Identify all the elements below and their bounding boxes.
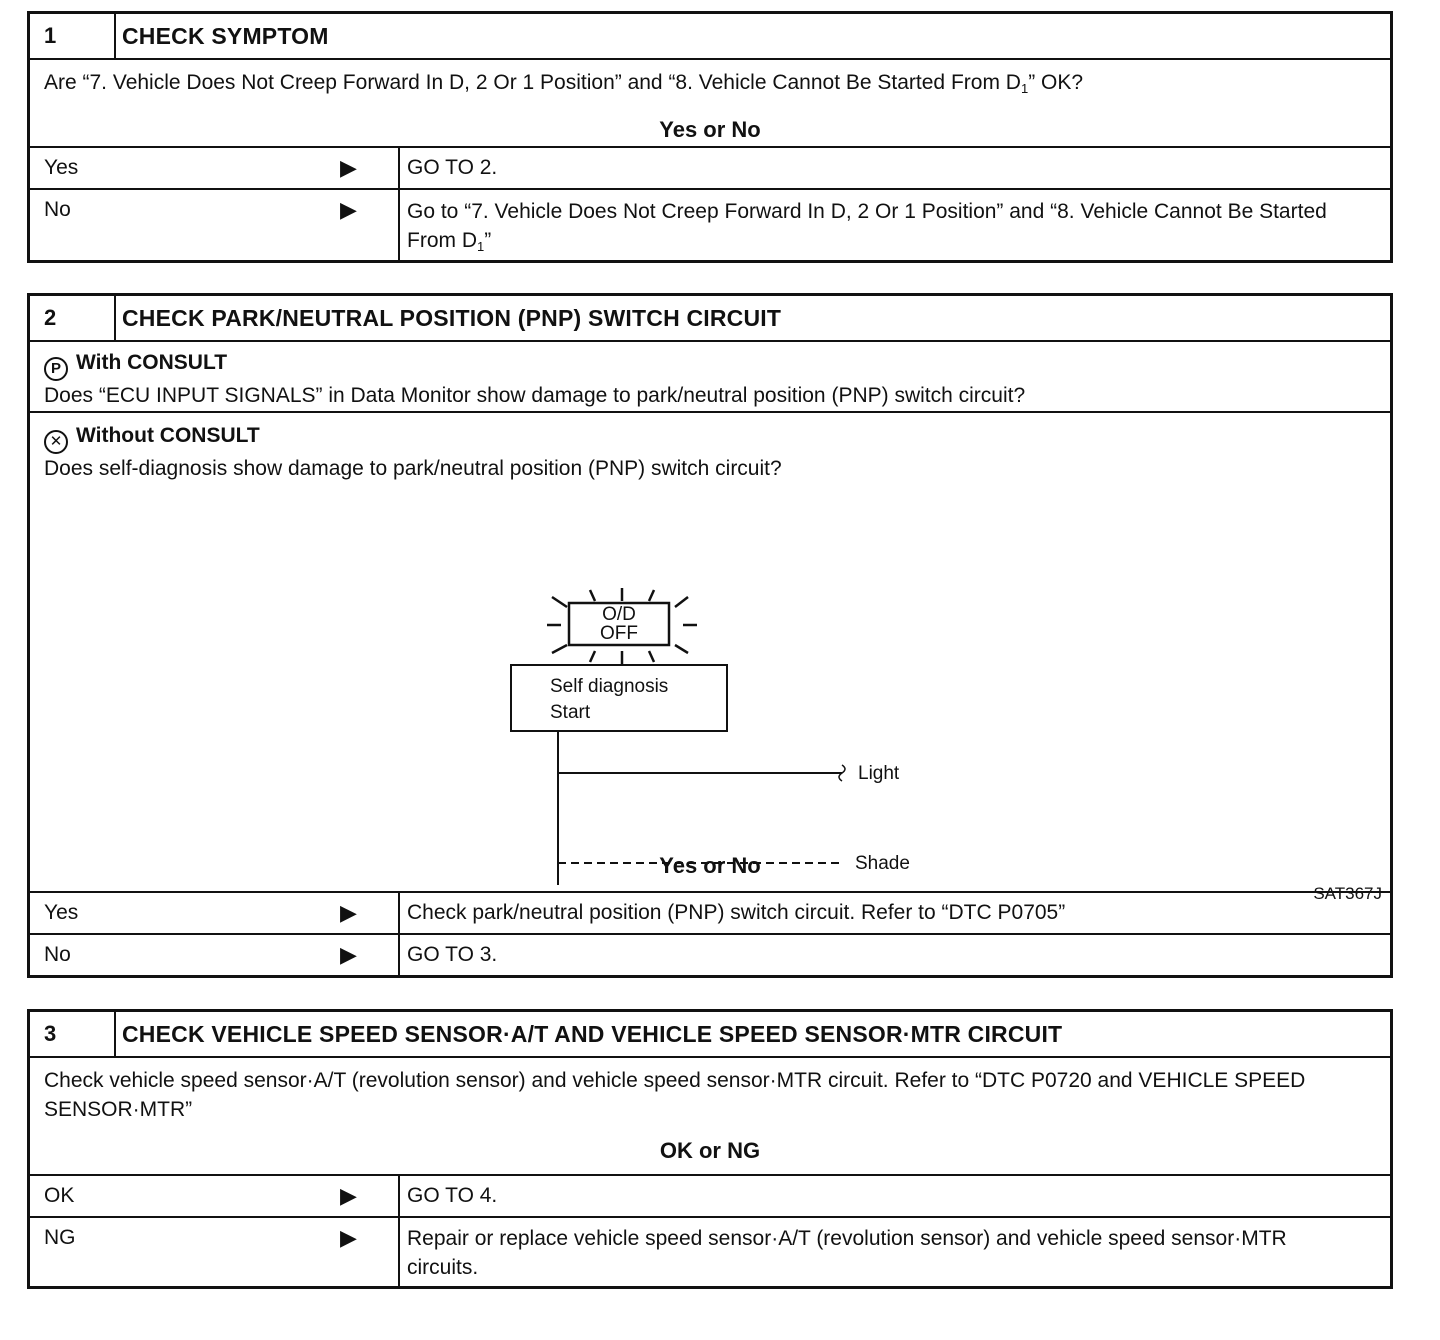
step-2-header	[30, 296, 1390, 340]
step-3-ok-label: OK	[44, 1184, 75, 1207]
consult-crossed-icon: ✕	[44, 430, 68, 454]
step-2-without-consult-row	[30, 411, 1390, 903]
step-1-question-part-a: Are “7. Vehicle Does Not Creep Forward In D, 2 Or 1 Position” and “8. Vehicle Cannot Be Started From D	[44, 71, 1021, 94]
step-1-title: CHECK SYMPTOM	[122, 23, 329, 49]
right-triangle-arrow-icon: ▶	[340, 942, 357, 967]
step-3-title: CHECK VEHICLE SPEED SENSOR·A/T AND VEHICLE SPEED SENSOR·MTR CIRCUIT	[122, 1021, 1063, 1047]
step-3-decision: OK or NG	[659, 1138, 761, 1163]
step-1-yes-cell	[30, 148, 400, 188]
step-2-with-consult-row	[30, 340, 1390, 411]
shade-label: Shade	[855, 853, 910, 874]
consult-p-icon: P	[44, 357, 68, 381]
step-3-number: 3	[30, 1012, 116, 1056]
step-2-no-row	[30, 933, 1390, 975]
step-2-number: 2	[30, 296, 116, 340]
step-1-table	[27, 11, 1393, 263]
step-1-question	[30, 60, 1390, 103]
step-1-no-cell	[30, 190, 400, 262]
step-3-ng-result: Repair or replace vehicle speed sensor·A/T (revolution sensor) and vehicle speed sensor·MTR circuits.	[407, 1227, 1287, 1279]
step-2-no-label: No	[44, 943, 71, 966]
step-3-table	[27, 1009, 1393, 1289]
self-diagnosis-label: Self diagnosis	[550, 676, 669, 697]
step-2-decision: Yes or No	[659, 853, 761, 878]
right-triangle-arrow-icon: ▶	[340, 900, 357, 925]
self-diagnosis-box	[511, 665, 727, 731]
step-2-title: CHECK PARK/NEUTRAL POSITION (PNP) SWITCH CIRCUIT	[122, 305, 782, 331]
with-consult-heading-line	[44, 348, 1376, 381]
step-3-text-row	[30, 1056, 1390, 1174]
step-1-header	[30, 14, 1390, 58]
step-3-ng-cell	[30, 1218, 400, 1286]
start-label: Start	[550, 702, 591, 723]
step-1-yes-result: GO TO 2.	[407, 156, 498, 179]
step-3-text: Check vehicle speed sensor·A/T (revolution sensor) and vehicle speed sensor·MTR circuit. Refer to “DTC P0720 and VEHICLE SPEED SENSOR·MTR”	[44, 1069, 1306, 1121]
step-3-ok-cell	[30, 1176, 400, 1216]
lamp-label-off: OFF	[600, 623, 638, 644]
step-1-question-row	[30, 58, 1390, 146]
with-consult-heading: With CONSULT	[76, 351, 228, 374]
step-2-yes-row	[30, 891, 1390, 933]
step-2-yes-cell	[30, 893, 400, 933]
step-1-no-result-subscript: 1	[477, 239, 485, 254]
figure-code: SAT367J	[1313, 884, 1382, 903]
right-triangle-arrow-icon: ▶	[340, 1183, 357, 1208]
step-2-no-cell	[30, 935, 400, 975]
step-3-header	[30, 1012, 1390, 1056]
step-1-number: 1	[30, 14, 116, 58]
step-3-ok-row	[30, 1174, 1390, 1216]
self-diagnosis-diagram	[30, 413, 1390, 903]
step-1-question-subscript: 1	[1020, 81, 1029, 96]
right-triangle-arrow-icon: ▶	[340, 197, 357, 222]
step-1-no-row	[30, 188, 1390, 262]
step-1-no-result-part-a: Go to “7. Vehicle Does Not Creep Forward In D, 2 Or 1 Position” and “8. Vehicle Cannot Be Started From D	[407, 200, 1327, 252]
step-1-no-result	[400, 190, 1390, 262]
step-1-question-part-b: ” OK?	[1028, 71, 1084, 94]
step-1-yes-label: Yes	[44, 156, 79, 179]
step-2-yes-label: Yes	[44, 901, 79, 924]
right-triangle-arrow-icon: ▶	[340, 1225, 357, 1250]
step-2-yes-result: Check park/neutral position (PNP) switch circuit. Refer to “DTC P0705”	[407, 901, 1066, 924]
lamp-label-od: O/D	[602, 604, 636, 625]
step-3-ok-result: GO TO 4.	[407, 1184, 498, 1207]
step-1-decision: Yes or No	[659, 117, 761, 142]
without-consult-text: Does self-diagnosis show damage to park/neutral position (PNP) switch circuit?	[44, 457, 782, 480]
step-2-with-consult	[30, 342, 1390, 410]
without-consult-heading: Without CONSULT	[76, 424, 260, 447]
step-1-no-result-part-b: ”	[484, 229, 492, 252]
right-triangle-arrow-icon: ▶	[340, 155, 357, 180]
step-2-no-result: GO TO 3.	[407, 943, 498, 966]
with-consult-text: Does “ECU INPUT SIGNALS” in Data Monitor show damage to park/neutral position (PNP) switch circuit?	[44, 384, 1026, 407]
step-2-table	[27, 293, 1393, 978]
step-1-yes-row	[30, 146, 1390, 188]
step-3-ng-label: NG	[44, 1226, 76, 1249]
step-1-no-label: No	[44, 198, 71, 221]
step-3-ng-row	[30, 1216, 1390, 1286]
light-label: Light	[858, 763, 900, 784]
